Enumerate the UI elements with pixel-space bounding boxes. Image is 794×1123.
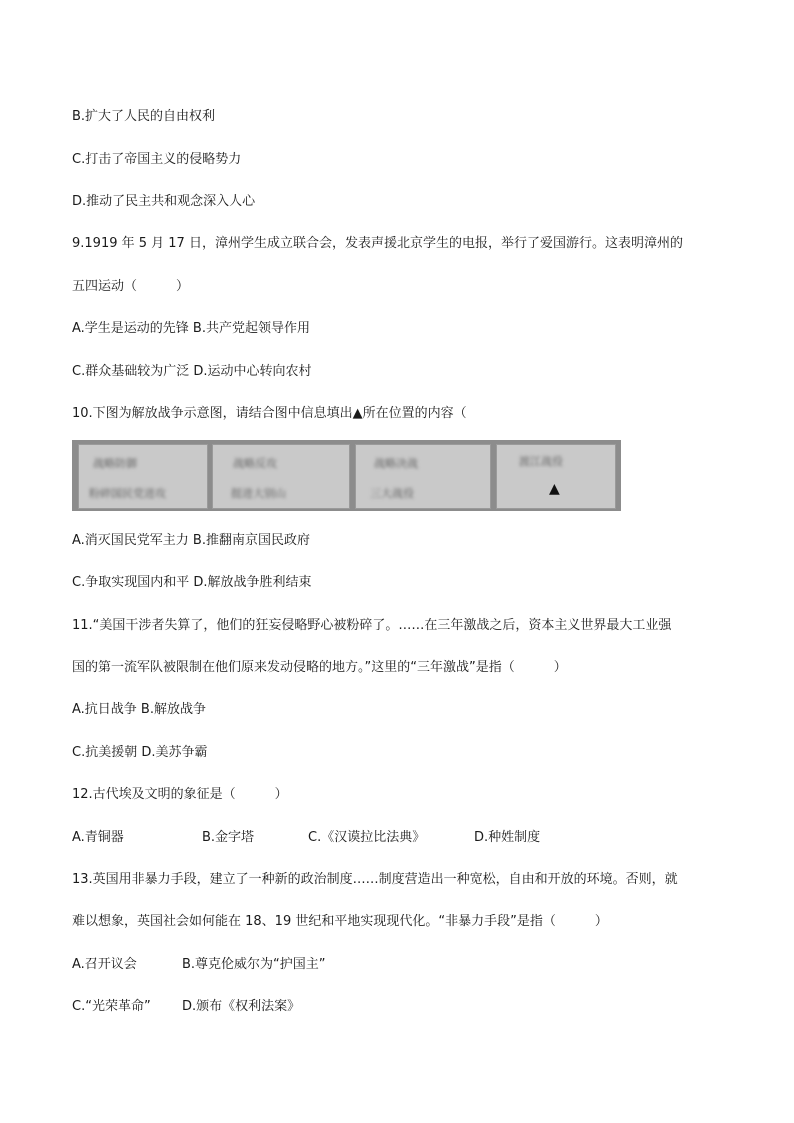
q10-options-ab: A.消灭国民党军主力 B.推翻南京国民政府 [72,533,310,548]
diagram-panel-4 [496,444,616,509]
q13-option-b: B.尊克伦威尔为“护国主” [182,957,326,972]
q13-options-ab [72,956,326,974]
q12-option-b: B.金字塔 [202,830,255,845]
q13-option-c: C.“光荣革命” [72,999,151,1014]
diagram-panel-2 [212,444,350,509]
q13-options-cd [72,998,300,1016]
q8-option-b: B.扩大了人民的自由权利 [72,109,216,124]
q13-option-a: A.召开议会 [72,957,137,972]
q9-stem-line2: 五四运动（ ） [72,279,190,294]
q11-options-ab: A.抗日战争 B.解放战争 [72,702,206,717]
q12-option-a: A.青铜器 [72,830,124,845]
diagram-panel-2-bottom: 挺进大别山 [231,487,286,500]
diagram-panel-4-top: 渡江战役 [519,455,563,468]
q12-option-d: D.种姓制度 [474,830,541,845]
q11-stem-line2: 国的第一流军队被限制在他们原来发动侵略的地方。”这里的“三年激战”是指（ ） [72,660,567,675]
diagram-panel-3-top: 战略决战 [374,457,418,470]
q12-stem: 12.古代埃及文明的象征是（ ） [72,787,288,802]
q11-stem-line1: 11.“美国干涉者失算了，他们的狂妄侵略野心被粉碎了。……在三年激战之后，资本主义世界最大工业强 [72,618,672,633]
triangle-marker-icon: ▲ [549,481,560,497]
q12-option-c: C.《汉谟拉比法典》 [308,830,426,845]
q9-options-cd: C.群众基础较为广泛 D.运动中心转向农村 [72,364,312,379]
q13-stem-line1: 13.英国用非暴力手段，建立了一种新的政治制度……制度营造出一种宽松，自由和开放的环境。否则，就 [72,872,678,887]
diagram-panel-3-bottom: 三大战役 [370,487,414,500]
q9-stem-line1: 9.1919 年 5 月 17 日，漳州学生成立联合会，发表声援北京学生的电报，举行了爱国游行。这表明漳州的 [72,236,683,251]
q13-stem-line2: 难以想象，英国社会如何能在 18、19 世纪和平地实现现代化。“非暴力手段”是指（ ） [72,914,608,929]
diagram-panel-2-top: 战略反攻 [233,457,277,470]
q8-option-c: C.打击了帝国主义的侵略势力 [72,152,242,167]
q13-option-d: D.颁布《权利法案》 [182,999,301,1014]
q10-stem: 10.下图为解放战争示意图，请结合图中信息填出▲所在位置的内容（ [72,406,467,421]
liberation-war-diagram [72,440,621,511]
diagram-panel-1-bottom: 粉碎国民党进攻 [89,487,166,500]
q11-options-cd: C.抗美援朝 D.美苏争霸 [72,745,208,760]
q10-options-cd: C.争取实现国内和平 D.解放战争胜利结束 [72,575,312,590]
q8-option-d: D.推动了民主共和观念深入人心 [72,194,256,209]
diagram-panel-1-top: 战略防御 [93,457,137,470]
diagram-panel-3 [355,444,491,509]
q12-options [72,829,540,847]
diagram-panel-1 [78,444,208,509]
q9-options-ab: A.学生是运动的先锋 B.共产党起领导作用 [72,321,310,336]
